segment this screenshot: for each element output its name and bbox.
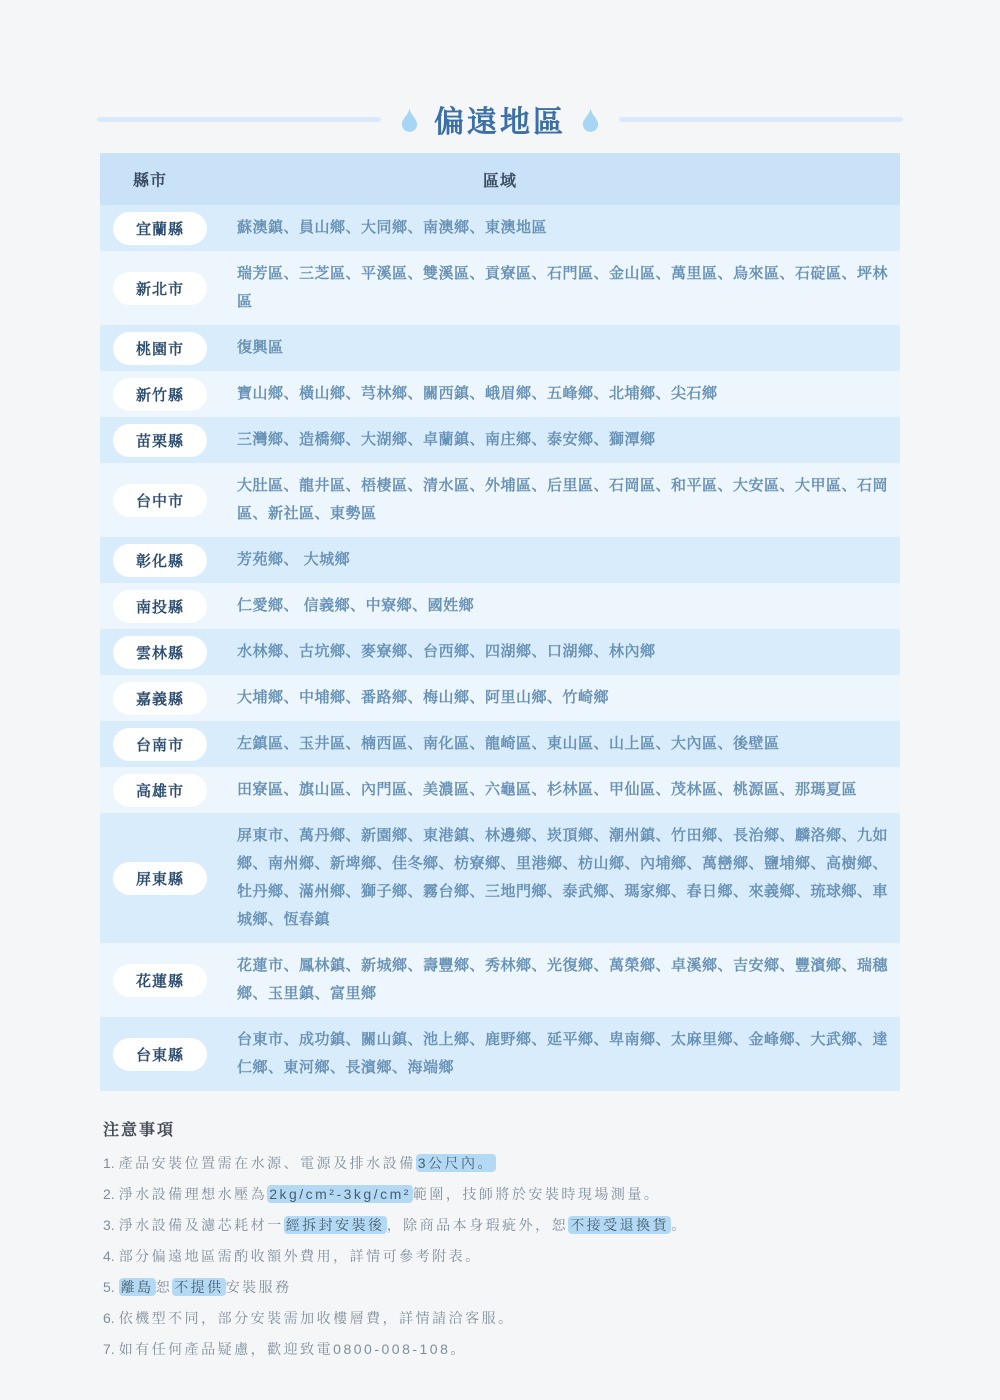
note-highlight: 2kg/cm²-3kg/cm² — [269, 1186, 411, 1202]
region-list: 仁愛鄉、 信義鄉、中寮鄉、國姓鄉 — [237, 597, 475, 614]
region-list: 大肚區、龍井區、梧棲區、清水區、外埔區、后里區、石岡區、和平區、大安區、大甲區、石岡區、新社區、東勢區 — [237, 477, 889, 522]
table-header-row — [100, 153, 900, 205]
county-cell — [100, 378, 237, 411]
county-badge: 新北市 — [113, 272, 207, 305]
note-text — [119, 1183, 900, 1205]
region-list: 三灣鄉、造橋鄉、大湖鄉、卓蘭鎮、南庄鄉、泰安鄉、獅潭鄉 — [237, 431, 656, 448]
table-row — [100, 251, 900, 325]
county-badge: 南投縣 — [113, 590, 207, 623]
notes-section — [100, 1117, 900, 1360]
note-number: 5. — [103, 1279, 115, 1295]
region-list: 水林鄉、古坑鄉、麥寮鄉、台西鄉、四湖鄉、口湖鄉、林內鄉 — [237, 643, 656, 660]
note-item — [103, 1338, 900, 1360]
county-cell — [100, 682, 237, 715]
note-highlight: 3公尺內。 — [417, 1155, 494, 1171]
county-badge: 彰化縣 — [113, 544, 207, 577]
region-list: 屏東市、萬丹鄉、新園鄉、東港鎮、林邊鄉、崁頂鄉、潮州鎮、竹田鄉、長治鄉、麟洛鄉、九如鄉、南州鄉、新埤鄉、佳冬鄉、枋寮鄉、里港鄉、枋山鄉、內埔鄉、萬巒鄉、鹽埔鄉、高樹鄉、牡丹鄉、滿州鄉、獅子鄉、霧台鄉、三地門鄉、泰武鄉、瑪家鄉、春日鄉、來義鄉、琉球鄉、車城鄉、恆春鎮 — [237, 827, 889, 928]
table-row — [100, 325, 900, 371]
county-badge: 高雄市 — [113, 774, 207, 807]
note-text — [119, 1152, 900, 1174]
notes-title: 注意事項 — [103, 1122, 176, 1139]
county-badge: 桃園市 — [113, 332, 207, 365]
note-text — [119, 1338, 900, 1360]
region-list: 田寮區、旗山區、內門區、美濃區、六龜區、杉林區、甲仙區、茂林區、桃源區、那瑪夏區 — [237, 781, 858, 798]
region-list: 寶山鄉、橫山鄉、芎林鄉、關西鎮、峨眉鄉、五峰鄉、北埔鄉、尖石鄉 — [237, 385, 718, 402]
table-row — [100, 371, 900, 417]
county-cell — [100, 424, 237, 457]
note-number: 3. — [103, 1217, 115, 1233]
note-number: 6. — [103, 1310, 115, 1326]
water-drop-icon — [582, 107, 599, 132]
note-text — [119, 1245, 900, 1267]
note-text — [119, 1307, 900, 1329]
note-segment: 淨水設備理想水壓為 — [118, 1186, 268, 1202]
note-segment: 部分偏遠地區需酌收額外費用，詳情可參考附表。 — [118, 1248, 482, 1264]
county-cell — [100, 862, 237, 895]
note-number: 7. — [103, 1341, 115, 1357]
note-segment: 恕 — [155, 1279, 173, 1295]
table-row — [100, 943, 900, 1017]
region-list: 復興區 — [237, 339, 284, 356]
county-cell — [100, 774, 237, 807]
note-text — [119, 1276, 900, 1298]
county-badge: 苗栗縣 — [113, 424, 207, 457]
note-segment: 淨水設備及濾芯耗材一 — [118, 1217, 284, 1233]
region-list: 左鎮區、玉井區、楠西區、南化區、龍崎區、東山區、山上區、大內區、後壁區 — [237, 735, 780, 752]
note-highlight: 經拆封安裝後 — [285, 1217, 385, 1233]
notes-list — [103, 1152, 900, 1360]
note-number: 1. — [103, 1155, 115, 1171]
county-badge: 台南市 — [113, 728, 207, 761]
county-cell — [100, 964, 237, 997]
table-row — [100, 583, 900, 629]
county-badge: 新竹縣 — [113, 378, 207, 411]
region-list: 台東市、成功鎮、關山鎮、池上鄉、鹿野鄉、延平鄉、卑南鄉、太麻里鄉、金峰鄉、大武鄉、達仁鄉、東河鄉、長濱鄉、海端鄉 — [237, 1031, 889, 1076]
table-row — [100, 767, 900, 813]
note-segment: ，除商品本身瑕疵外，恕 — [386, 1217, 569, 1233]
note-item — [103, 1183, 900, 1205]
table-body — [100, 205, 900, 1091]
note-segment: 安裝服務 — [225, 1279, 292, 1295]
table-row — [100, 417, 900, 463]
county-cell — [100, 484, 237, 517]
note-item — [103, 1245, 900, 1267]
county-cell — [100, 544, 237, 577]
divider-line-right — [619, 117, 903, 122]
region-list: 大埔鄉、中埔鄉、番路鄉、梅山鄉、阿里山鄉、竹崎鄉 — [237, 689, 610, 706]
note-item — [103, 1214, 900, 1236]
county-column-header: 縣市 — [133, 172, 168, 190]
county-cell — [100, 272, 237, 305]
region-column-header: 區域 — [482, 172, 517, 190]
divider-line-left — [97, 117, 381, 122]
table-row — [100, 537, 900, 583]
water-drop-icon — [401, 107, 418, 132]
county-badge: 台中市 — [113, 484, 207, 517]
note-highlight: 不提供 — [174, 1279, 224, 1295]
note-highlight: 離島 — [120, 1279, 154, 1295]
note-item — [103, 1276, 900, 1298]
region-list: 瑞芳區、三芝區、平溪區、雙溪區、貢寮區、石門區、金山區、萬里區、烏來區、石碇區、坪林區 — [237, 265, 889, 310]
county-cell — [100, 1038, 237, 1071]
county-badge: 屏東縣 — [113, 862, 207, 895]
county-badge: 花蓮縣 — [113, 964, 207, 997]
county-cell — [100, 636, 237, 669]
table-row — [100, 813, 900, 943]
note-number: 4. — [103, 1248, 115, 1264]
note-segment: 範圍，技師將於安裝時現場測量。 — [412, 1186, 661, 1202]
table-row — [100, 463, 900, 537]
table-row — [100, 1017, 900, 1091]
county-badge: 嘉義縣 — [113, 682, 207, 715]
note-text — [119, 1214, 900, 1236]
note-item — [103, 1307, 900, 1329]
note-segment: 。 — [671, 1217, 688, 1233]
note-highlight: 不接受退換貨 — [570, 1217, 670, 1233]
region-list: 蘇澳鎮、員山鄉、大同鄉、南澳鄉、東澳地區 — [237, 219, 548, 236]
region-list: 芳苑鄉、 大城鄉 — [237, 551, 351, 568]
note-item — [103, 1152, 900, 1174]
note-segment: 依機型不同，部分安裝需加收樓層費，詳情請洽客服。 — [118, 1310, 515, 1326]
table-row — [100, 721, 900, 767]
table-row — [100, 629, 900, 675]
county-cell — [100, 212, 237, 245]
remote-areas-table — [100, 153, 900, 1091]
page-header — [97, 97, 903, 141]
county-badge: 台東縣 — [113, 1038, 207, 1071]
note-segment: 產品安裝位置需在水源、電源及排水設備 — [118, 1155, 416, 1171]
table-row — [100, 205, 900, 251]
county-badge: 雲林縣 — [113, 636, 207, 669]
county-cell — [100, 332, 237, 365]
table-row — [100, 675, 900, 721]
note-segment: 如有任何產品疑慮，歡迎致電0800-008-108。 — [118, 1341, 467, 1357]
county-cell — [100, 728, 237, 761]
county-cell — [100, 590, 237, 623]
note-number: 2. — [103, 1186, 115, 1202]
county-badge: 宜蘭縣 — [113, 212, 207, 245]
page-title: 偏遠地區 — [434, 106, 566, 139]
region-list: 花蓮市、鳳林鎮、新城鄉、壽豐鄉、秀林鄉、光復鄉、萬榮鄉、卓溪鄉、吉安鄉、豐濱鄉、瑞穗鄉、玉里鎮、富里鄉 — [237, 957, 889, 1002]
